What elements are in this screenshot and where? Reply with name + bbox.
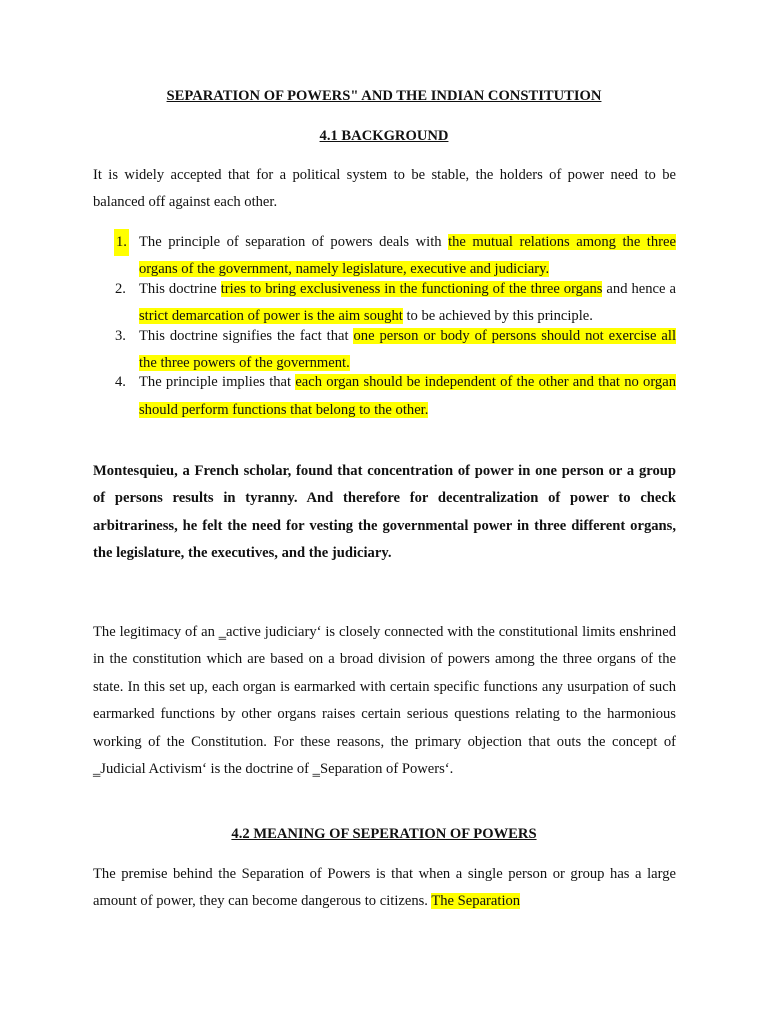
principles-list xyxy=(93,229,676,424)
montesquieu-paragraph: Montesquieu, a French scholar, found that concentration of power in one person or a group of persons results in tyranny. And therefore for decentralization of power to check arbitrariness, he felt the need for vesting the governmental power in three different organs, the legislature, the executives, and the judiciary. xyxy=(93,463,676,562)
highlighted-text: strict demarcation of power is the aim sought xyxy=(139,308,403,325)
list-text: The principle implies that xyxy=(139,374,296,391)
list-text: to be achieved by this principle. xyxy=(402,308,593,325)
highlighted-text: one person or body of persons should not exercise all the three powers of the government. xyxy=(139,327,676,372)
section-heading-meaning: 4.2 MEANING OF SEPERATION OF POWERS xyxy=(231,826,537,842)
legitimacy-paragraph: The legitimacy of an ‗active judiciary‘ is closely connected with the constitutional limits enshrined in the constitution which are based on a broad division of powers among the three organs of the state. In this set up, each organ is earmarked with certain specific functions any usurpation of such earmarked functions by other organs raises certain serious questions relating to the harmonious working of the Constitution. For these reasons, the primary objection that outs the concept of ‗Judicial Activism‘ is the doctrine of ‗Separation of Powers‘. xyxy=(93,624,676,778)
list-number: 1. xyxy=(114,229,129,256)
intro-paragraph: It is widely accepted that for a political system to be stable, the holders of power need to be balanced off against each other. xyxy=(93,167,676,211)
list-number: 3. xyxy=(115,327,126,344)
document-title: SEPARATION OF POWERS" AND THE INDIAN CONSTITUTION xyxy=(166,88,602,104)
list-text: This doctrine xyxy=(139,280,221,297)
list-text: This doctrine signifies the fact that xyxy=(139,327,354,344)
highlighted-text: tries to bring exclusiveness in the functioning of the three organs xyxy=(220,280,603,297)
highlighted-text: each organ should be independent of the other and that no organ should perform functions that belong to the other. xyxy=(139,374,676,418)
section-heading-background: 4.1 BACKGROUND xyxy=(319,128,449,144)
premise-paragraph xyxy=(93,861,676,916)
list-item xyxy=(93,369,676,424)
list-text: and hence a xyxy=(602,280,676,297)
list-number: 2. xyxy=(115,280,126,297)
highlighted-text: The Separation xyxy=(431,893,521,910)
premise-text: The premise behind the Separation of Powers is that when a single person or group has a large amount of power, they can become dangerous to citizens. xyxy=(93,866,676,910)
list-text: The principle of separation of powers deals with xyxy=(139,234,449,250)
list-number: 4. xyxy=(115,374,126,391)
highlighted-text: the mutual relations among the three organs of the government, namely legislature, executive and judiciary. xyxy=(139,234,676,278)
